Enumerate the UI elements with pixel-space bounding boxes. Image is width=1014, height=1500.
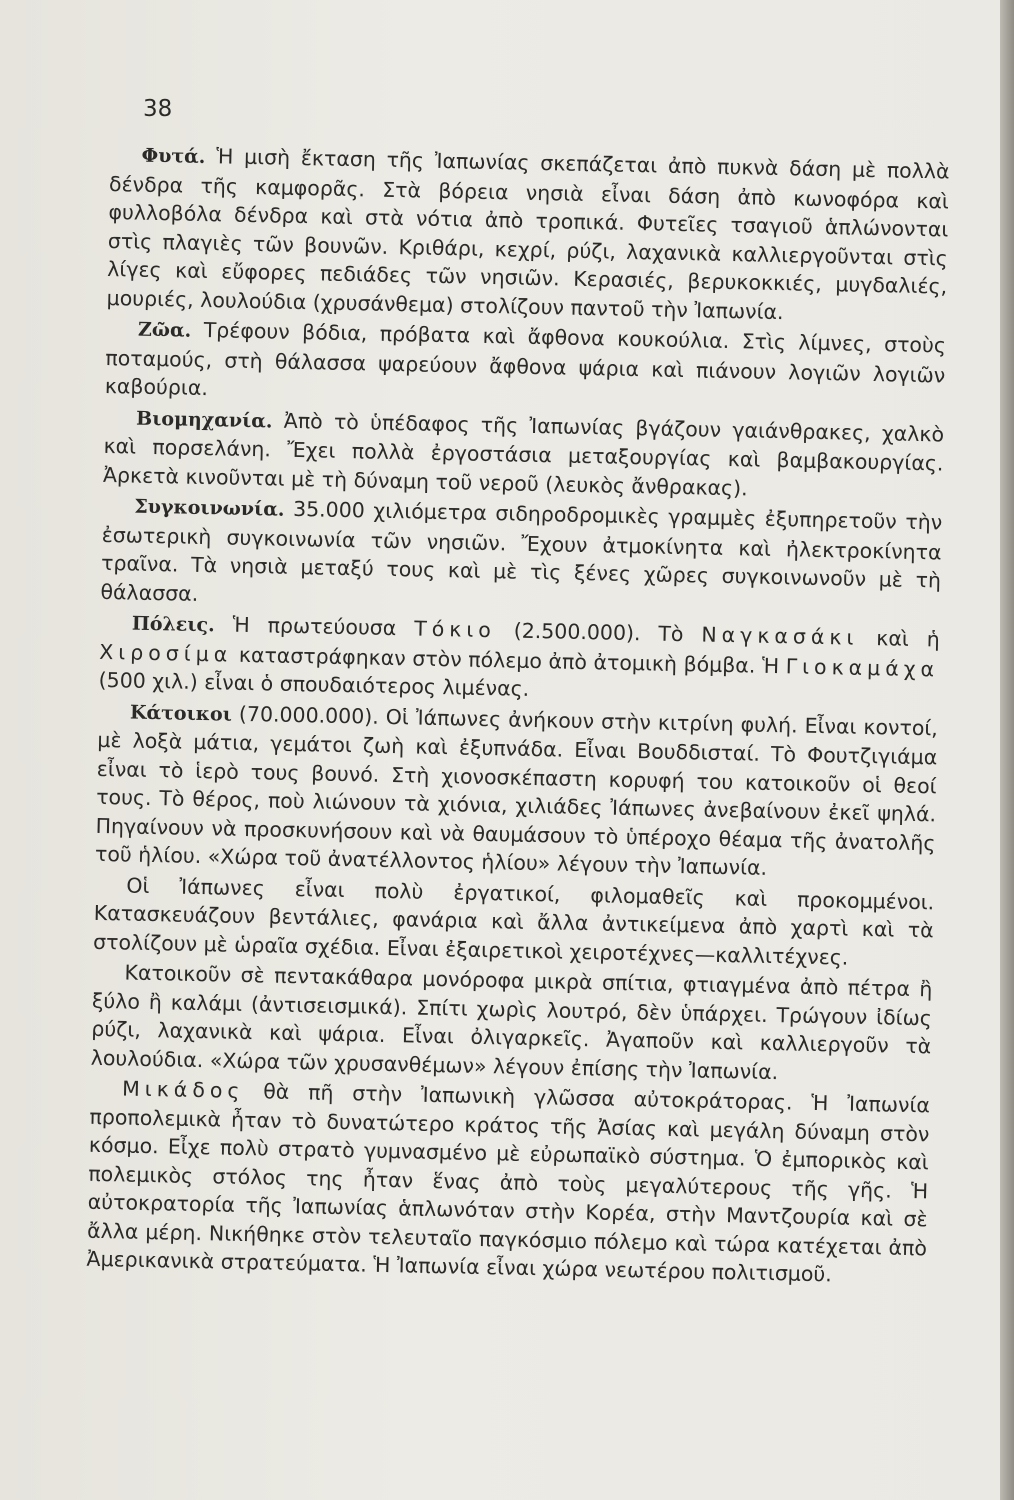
tokyo-population: (2.500.000). Τὸ (513, 618, 684, 647)
heading-industry: Βιομηχανία. (135, 407, 273, 432)
heading-communication: Συγκοινωνία. (134, 495, 285, 521)
heading-inhabitants: Κάτοικοι (129, 701, 233, 726)
city-nagasaki: Ναγκασάκι (701, 622, 859, 650)
city-hiroshima: Χιροσίμα (99, 639, 233, 667)
city-tokyo: Τόκιο (413, 616, 497, 643)
paragraph-animals (105, 314, 947, 418)
heading-cities: Πόλεις. (131, 612, 215, 637)
paragraph-workers: Οἱ Ἰάπωνες εἶναι πολὺ ἐργατικοί, φιλομαθεῖς καὶ προκομμένοι. Κατασκευάζουν βεντάλιες, φανάρια καὶ ἄλλα ἀντικείμενα ἀπὸ χαρτὶ καὶ τὰ στολίζουν μὲ ὡραῖα σχέδια. Εἶναι ἐξαιρετικοὶ χειροτέχνες—καλλιτέχνες. (92, 873, 935, 970)
cities-and-text: καὶ ἡ (876, 626, 940, 652)
heading-plants: Φυτά. (141, 144, 206, 168)
paragraph-mikado (86, 1074, 930, 1291)
page-binding-edge (1000, 0, 1014, 1500)
city-yokohama: Γιοκαμάχα (785, 653, 940, 681)
mikado-body: θὰ πῆ στὴν Ἰαπωνικὴ γλῶσσα αὐτοκράτορας. Ἡ Ἰαπωνία προπολεμικὰ ἦταν τὸ δυνατώτερο κράτος τῆς Ἀσίας καὶ μεγάλη δύναμη στὸν κόσμο. Εἶχε πολὺ στρατὸ γυμνασμένο μὲ εὐρωπαϊκὸ σύστημα. Ὁ ἐμπορικὸς καὶ πολεμικὸς στόλος της ἦταν ἕνας ἀπὸ τοὺς μεγαλύτερους τῆς γῆς. Ἡ αὐτοκρατορία τῆς Ἰαπωνίας ἁπλωνόταν στὴν Κορέα, στὴν Μαντζουρία καὶ σὲ ἄλλα μέρη. Νικήθηκε στὸν τελευταῖο παγκόσμιο πόλεμο καὶ τώρα κατέχεται ἀπὸ Ἀμερικανικὰ στρατεύματα. Ἡ Ἰαπωνία εἶναι χώρα νεωτέρου πολιτισμοῦ. (86, 1079, 931, 1287)
paragraph-communication (100, 491, 942, 624)
page-number: 38 (143, 96, 173, 122)
heading-animals: Ζῶα. (137, 318, 192, 342)
plants-body: Ἡ μισὴ ἔκταση τῆς Ἰαπωνίας σκεπάζεται ἀπὸ πυκνὰ δάση μὲ πολλὰ δένδρα τῆς καμφορᾶς. Στὰ βόρεια νησιὰ εἶναι δάση ἀπὸ κωνοφόρα καὶ φυλλοβόλα δένδρα καὶ στὰ νότια ἀπὸ τροπικά. Φυτεῖες τσαγιοῦ ἁπλώνονται στὶς πλαγιὲς τῶν βουνῶν. Κριθάρι, κεχρί, ρύζι, λαχανικὰ καλλιεργοῦνται στὶς λίγες καὶ εὔφορες πεδιάδες τῶν νησιῶν. Κερασιές, βερυκοκκιές, μυγδαλιές, μουριές, λουλούδια (χρυσάνθεμα) στολίζουν παντοῦ τὴν Ἰαπωνία. (106, 144, 950, 324)
cities-destroyed-text: καταστράφηκαν στὸν πόλεμο ἀπὸ ἀτομικὴ βόμβα. Ἡ (238, 642, 780, 678)
paragraph-industry (103, 402, 945, 506)
paragraph-houses: Κατοικοῦν σὲ πεντακάθαρα μονόροφα μικρὰ σπίτια, φτιαγμένα ἀπὸ πέτρα ἢ ξύλο ἢ καλάμι (ἀντισεισμικά). Σπίτι χωρὶς λουτρό, δὲν ὑπάρχει. Τρώγουν ἰδίως ρύζι, λαχανικὰ καὶ ψάρια. Εἶναι ὀλιγαρκεῖς. Ἀγαποῦν καὶ καλλιεργοῦν τὰ λουλούδια. «Χώρα τῶν χρυσανθέμων» λέγουν ἐπίσης τὴν Ἰαπωνία. (90, 960, 933, 1084)
paragraph-plants (106, 140, 949, 330)
paragraph-inhabitants (95, 696, 938, 886)
inhabitants-body: (70.000.000). Οἱ Ἰάπωνες ἀνήκουν στὴν κιτρίνη φυλή. Εἶναι κοντοί, μὲ λοξὰ μάτια, γεμάτοι ζωὴ καὶ ἐξυπνάδα. Εἶναι Βουδδισταί. Τὸ Φουτζιγιάμα εἶναι τὸ ἱερὸ τους βουνό. Στὴ χιονοσκέπαστη κορυφή του κατοικοῦν οἱ θεοί τους. Τὸ θέρος, ποὺ λιώνουν τὰ χιόνια, χιλιάδες Ἰάπωνες ἀνεβαίνουν ἐκεῖ ψηλά. Πηγαίνουν νὰ προσκυνήσουν καὶ νὰ θαυμάσουν τὸ ὑπέροχο θέαμα τῆς ἀνατολῆς τοῦ ἡλίου. «Χώρα τοῦ ἀνατέλλοντος ἡλίου» λέγουν τὴν Ἰαπωνία. (94, 701, 939, 880)
cities-intro: Ἡ πρωτεύουσα (232, 612, 397, 641)
yokohama-text: (500 χιλ.) εἶναι ὁ σπουδαιότερος λιμένας. (98, 667, 530, 701)
communication-body: 35.000 χιλιόμετρα σιδηροδρομικὲς γραμμὲς ἐξυπηρετοῦν τὴν ἐσωτερικὴ συγκοινωνία τῶν νησιῶν. Ἔχουν ἀτμοκίνητα καὶ ἠλεκτροκίνητα τραῖνα. Τὰ νησιὰ μεταξύ τους καὶ μὲ τὶς ξένες χῶρες συγκοινωνοῦν μὲ τὴ θάλασσα. (100, 496, 943, 606)
industry-body: Ἀπὸ τὸ ὑπέδαφος τῆς Ἰαπωνίας βγάζουν γαιάνθρακες, χαλκὸ καὶ πορσελάνη. Ἔχει πολλὰ ἐργοστάσια μεταξουργίας καὶ βαμβακουργίας. Ἀρκετὰ κινοῦνται μὲ τὴ δύναμη τοῦ νεροῦ (λευκὸς ἄνθρακας). (102, 408, 945, 500)
paragraph-cities (98, 608, 940, 712)
page-text-block (86, 140, 950, 1293)
animals-body: Τρέφουν βόδια, πρόβατα καὶ ἄφθονα κουκούλια. Στὶς λίμνες, στοὺς ποταμούς, στὴ θάλασσα ψαρεύουν ἄφθονα ψάρια καὶ πιάνουν λογιῶν λογιῶν καβούρια. (104, 318, 947, 401)
mikado-word: Μικάδος (121, 1076, 245, 1104)
